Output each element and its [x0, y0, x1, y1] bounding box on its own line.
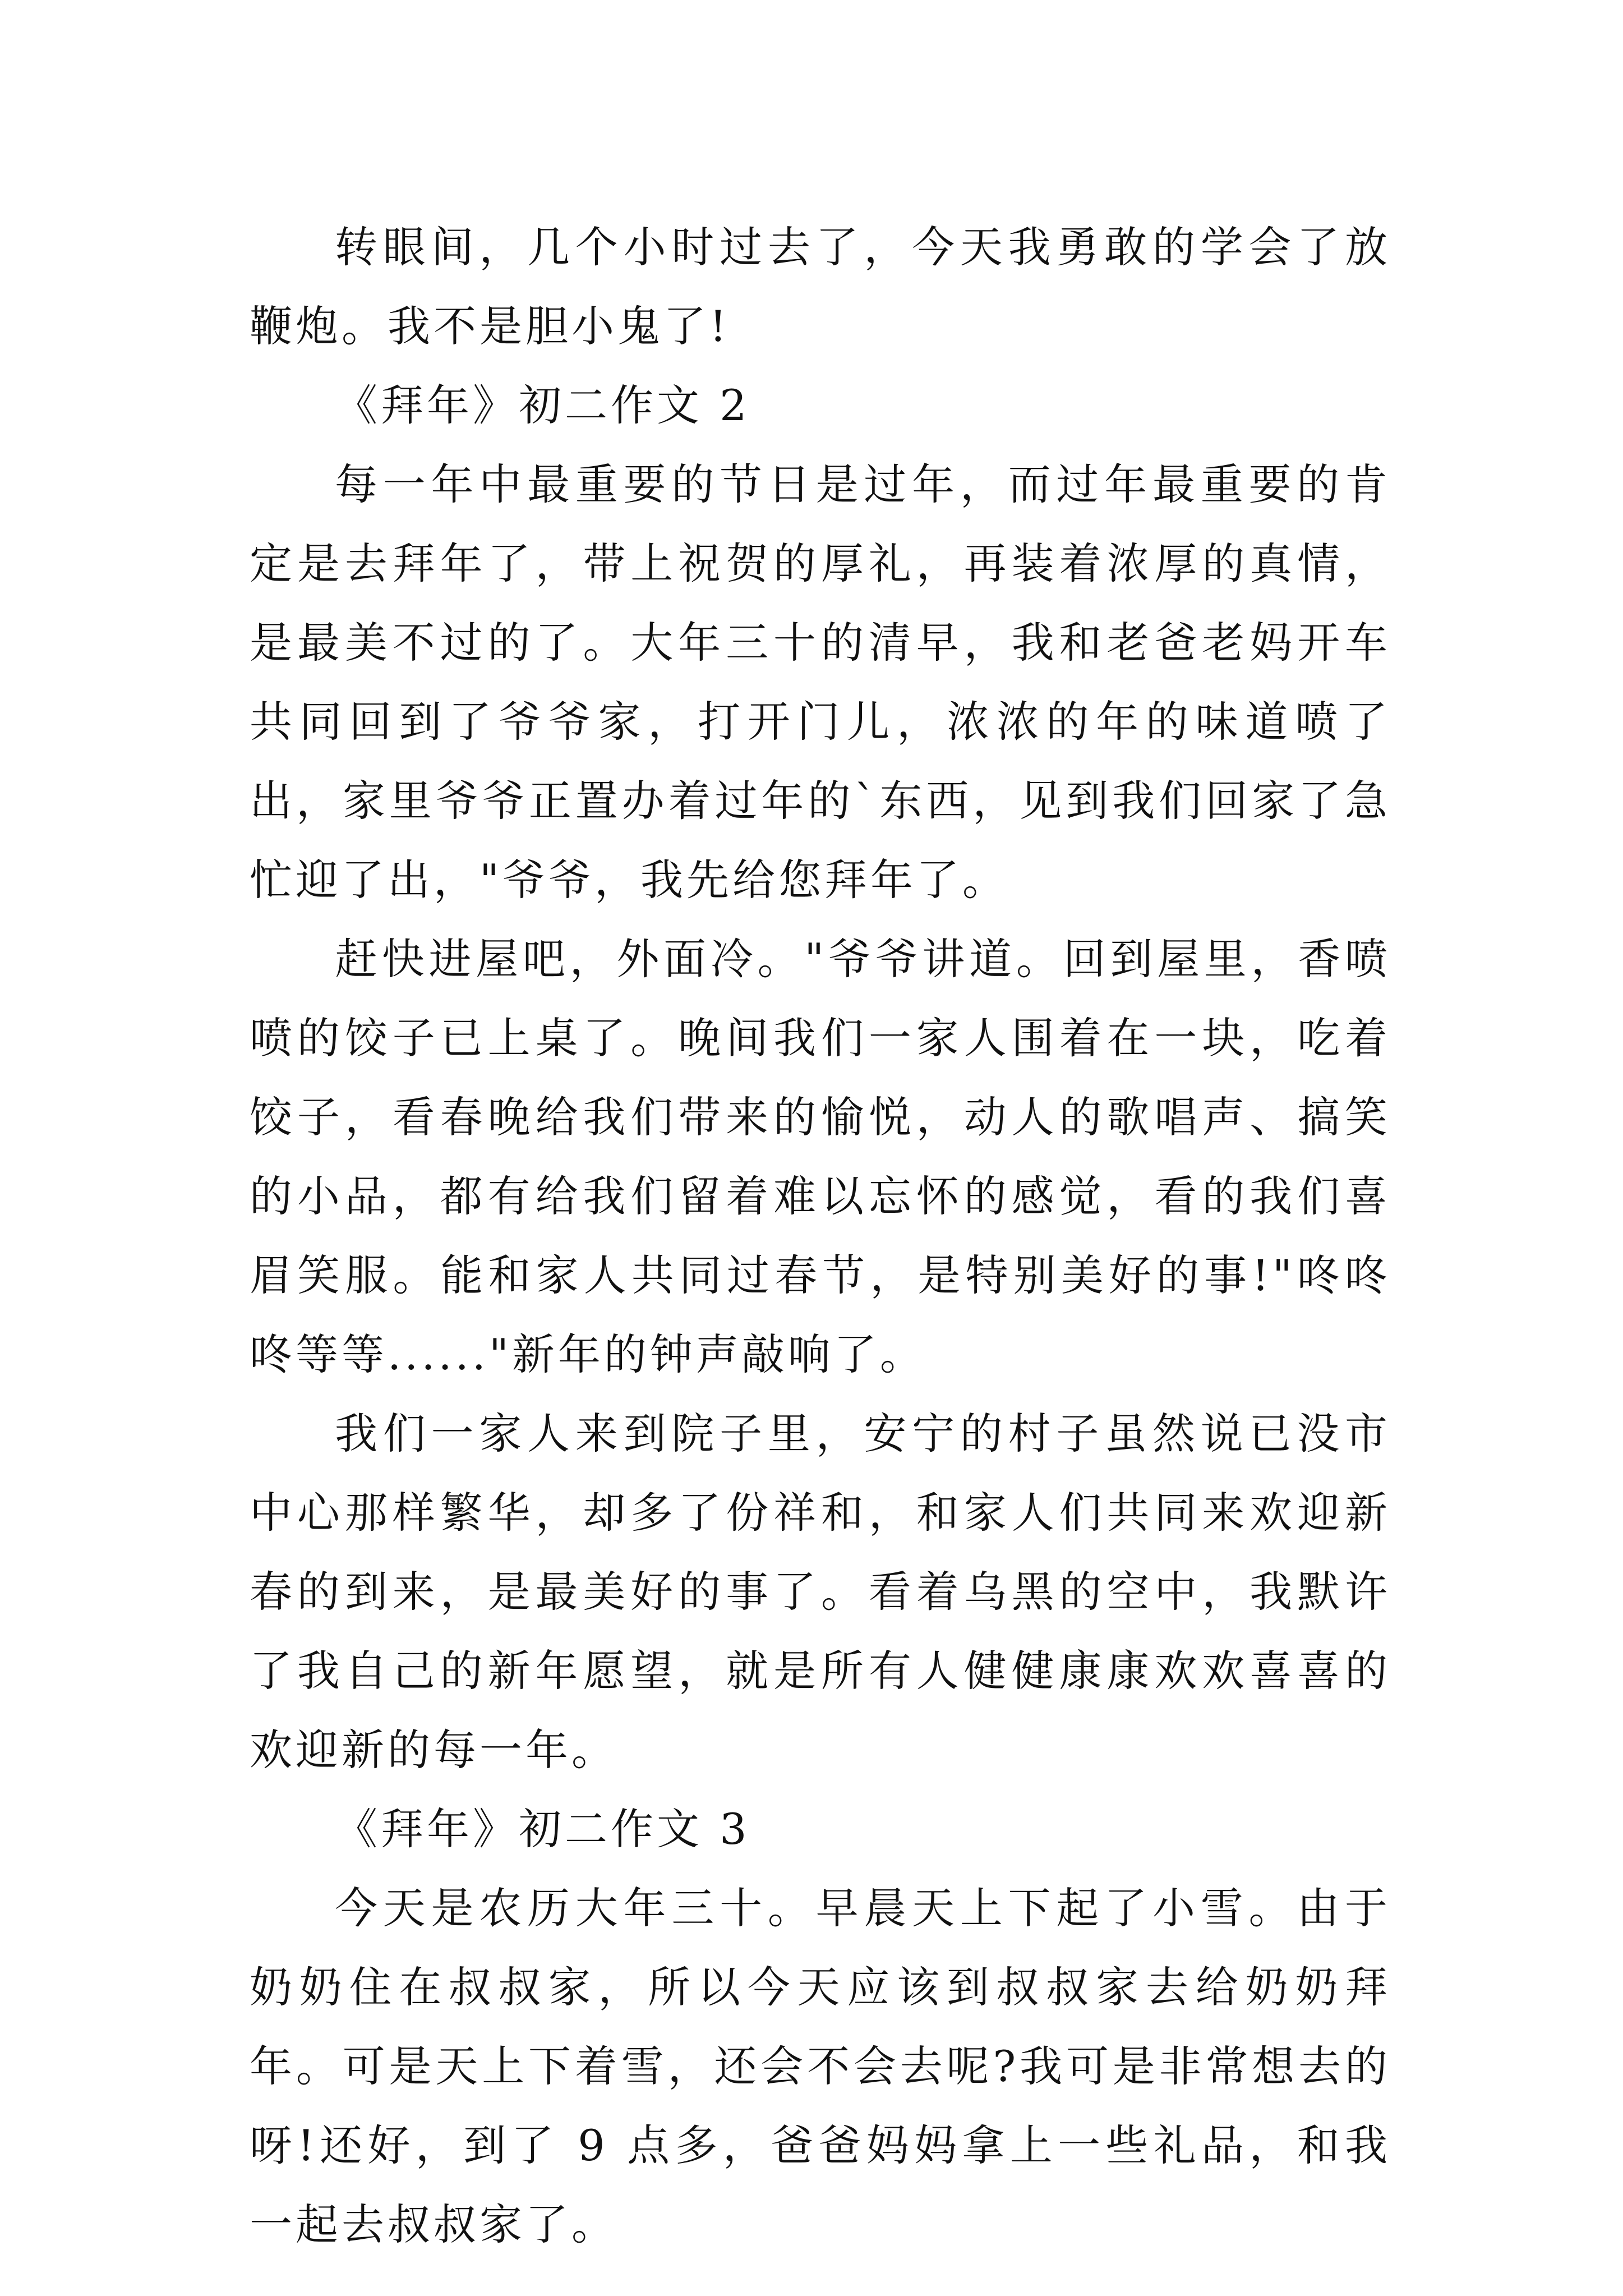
section-heading-3: 《拜年》初二作文 3: [335, 1804, 750, 1854]
paragraph-1: 转眼间，几个小时过去了，今天我勇敢的学会了放鞭炮。我不是胆小鬼了!: [250, 222, 1391, 351]
paragraph-5: 今天是农历大年三十。早晨天上下起了小雪。由于奶奶住在叔叔家，所以今天应该到叔叔家去给奶奶拜年。可是天上下着雪，还会不会去呢?我可是非常想去的呀!还好，到了 9 点多，爸爸妈妈拿上一些礼品，和我一起去叔叔家了。: [250, 1883, 1391, 2249]
section-heading-2: 《拜年》初二作文 2: [335, 380, 750, 430]
paragraph-3: 赶快进屋吧，外面冷。"爷爷讲道。回到屋里，香喷喷的饺子已上桌了。晚间我们一家人围着在一块，吃着饺子，看春晚给我们带来的愉悦，动人的歌唱声、搞笑的小品，都有给我们留着难以忘怀的感觉，看的我们喜眉笑服。能和家人共同过春节，是特别美好的事!"咚咚咚等等......"新年的钟声敲响了。: [250, 934, 1391, 1379]
paragraph-2: 每一年中最重要的节日是过年，而过年最重要的肯定是去拜年了，带上祝贺的厚礼，再装着浓厚的真情，是最美不过的了。大年三十的清早，我和老爸老妈开车共同回到了爷爷家，打开门儿，浓浓的年的味道喷了出，家里爷爷正置办着过年的`东西，见到我们回家了急忙迎了出，"爷爷，我先给您拜年了。: [250, 459, 1391, 905]
paragraph-4: 我们一家人来到院子里，安宁的村子虽然说已没市中心那样繁华，却多了份祥和，和家人们共同来欢迎新春的到来，是最美好的事了。看着乌黑的空中，我默许了我自己的新年愿望，就是所有人健健康康欢欢喜喜的欢迎新的每一年。: [250, 1409, 1391, 1775]
document-body: [250, 208, 1391, 2264]
